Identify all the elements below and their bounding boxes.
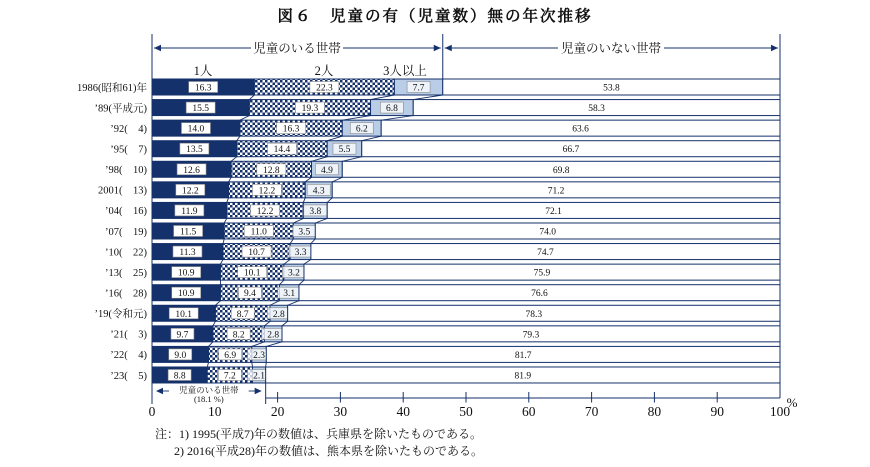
year-label: ’10( 22) — [105, 247, 147, 259]
segment-connector — [284, 260, 290, 265]
axis-tick-label: 90 — [710, 404, 724, 419]
value-label: 10.1 — [243, 268, 261, 279]
segment-connector — [312, 157, 328, 162]
value-label: 63.6 — [572, 124, 589, 135]
value-label: 74.0 — [539, 227, 556, 238]
year-label: ’92( 4) — [110, 123, 147, 135]
arrowhead-icon — [154, 45, 161, 52]
value-label: 2.8 — [267, 330, 280, 341]
value-label: 8.8 — [173, 371, 186, 382]
segment-connector — [237, 136, 240, 141]
segment-connector — [207, 362, 208, 367]
footnote-line: 2) 2016(平成28)年の数値は、熊本県を除いたものである。 — [174, 443, 483, 458]
value-label: 74.7 — [537, 248, 554, 259]
segment-connector — [279, 280, 283, 285]
value-label: 2.3 — [253, 350, 266, 361]
year-label: ’21( 3) — [110, 329, 147, 341]
chart-title: 図６ 児童の有（児童数）無の年次推移 — [277, 8, 593, 25]
segment-connector — [381, 116, 413, 121]
bar-row — [152, 326, 780, 342]
bar-row — [152, 244, 780, 260]
segment-connector — [413, 95, 443, 100]
segment-connector — [264, 321, 270, 326]
value-label: 7.7 — [412, 83, 425, 94]
value-label: 10.1 — [175, 309, 193, 320]
value-label: 2.8 — [272, 309, 285, 320]
value-label: 10.9 — [177, 289, 195, 300]
segment-connector — [213, 321, 216, 326]
axis-tick-label: 40 — [396, 404, 410, 419]
segment-connector — [252, 362, 253, 367]
segment-connector — [342, 157, 361, 162]
segment-connector — [332, 177, 342, 182]
arrowhead-icon — [255, 388, 262, 395]
segment-connector — [223, 239, 224, 244]
year-label: 1986(昭和61)年 — [77, 82, 147, 94]
value-label: 13.5 — [186, 145, 203, 156]
segment-connector — [220, 260, 223, 265]
group-label-with-children: 児童のいる世帯 — [253, 41, 341, 56]
value-label: 12.2 — [256, 206, 274, 217]
value-label: 14.0 — [187, 124, 205, 135]
axis-unit-label: % — [786, 395, 798, 410]
value-label: 81.9 — [514, 371, 532, 382]
value-label: 3.3 — [294, 248, 307, 259]
year-label: ’89(平成元) — [94, 103, 147, 115]
segment-connector — [311, 239, 315, 244]
year-label: ’13( 25) — [105, 267, 147, 279]
segment-connector — [229, 177, 232, 182]
arrowhead-icon — [445, 45, 452, 52]
segment-connector — [290, 239, 293, 244]
bar-row — [152, 346, 780, 362]
value-label: 12.6 — [183, 165, 200, 176]
value-label: 10.9 — [177, 268, 195, 279]
value-label: 3.1 — [283, 289, 296, 300]
value-label: 8.7 — [236, 309, 249, 320]
segment-connector — [240, 116, 249, 121]
value-label: 4.9 — [320, 165, 333, 176]
segment-connector — [371, 95, 395, 100]
axis-tick-label: 60 — [522, 404, 536, 419]
value-label: 12.2 — [181, 186, 199, 197]
bar-row — [152, 79, 780, 95]
segment-connector — [252, 342, 265, 347]
bar-row — [152, 367, 780, 383]
legend-2children: 2人 — [314, 64, 334, 78]
arrowhead-icon — [434, 45, 441, 52]
axis-tick-label: 70 — [584, 404, 599, 419]
arrowhead-icon — [156, 388, 163, 395]
value-label: 11.9 — [181, 206, 198, 217]
value-label: 3.2 — [287, 268, 300, 279]
year-label: ’23( 5) — [110, 370, 147, 382]
year-label: ’95( 7) — [110, 144, 147, 156]
axis-tick-label: 0 — [148, 404, 156, 419]
value-label: 12.8 — [263, 165, 280, 176]
value-label: 8.2 — [232, 330, 245, 341]
value-label: 9.7 — [176, 330, 189, 341]
bar-row — [152, 100, 780, 116]
axis-tick-label: 30 — [333, 404, 348, 419]
footnotes — [155, 426, 483, 459]
segment-connector — [299, 280, 304, 285]
value-label: 4.3 — [312, 186, 325, 197]
segment-connector — [342, 116, 370, 121]
segment-connector — [327, 198, 332, 203]
value-label: 75.9 — [533, 268, 551, 279]
value-label: 22.3 — [316, 83, 333, 94]
value-label: 15.5 — [192, 104, 209, 115]
axis-tick-label: 100 — [769, 404, 791, 419]
axis-tick-label: 50 — [459, 404, 473, 419]
value-label: 14.4 — [273, 145, 291, 156]
bar-row — [152, 141, 780, 157]
bar-row — [152, 223, 780, 239]
value-label: 11.5 — [179, 227, 197, 238]
segment-connector — [270, 301, 279, 306]
legend-1child: 1人 — [193, 64, 213, 78]
bar-row — [152, 202, 780, 218]
value-label: 79.3 — [522, 330, 540, 341]
segment-connector — [362, 136, 381, 141]
segment-connector — [209, 342, 213, 347]
value-label: 11.0 — [250, 227, 267, 238]
year-label: ’07( 19) — [105, 226, 147, 238]
segment-connector — [215, 301, 220, 306]
value-label: 81.7 — [514, 350, 532, 361]
value-label: 6.8 — [385, 104, 398, 115]
value-label: 53.8 — [603, 83, 620, 94]
segment-connector — [227, 198, 229, 203]
value-label: 3.8 — [309, 206, 322, 217]
year-label: 2001( 13) — [98, 185, 147, 197]
year-label: ’19(令和元) — [94, 309, 147, 321]
value-label: 16.3 — [282, 124, 300, 135]
segment-connector — [304, 260, 311, 265]
value-label: 78.3 — [525, 309, 543, 320]
value-label: 76.6 — [531, 289, 548, 300]
segment-connector — [293, 218, 303, 223]
group-label-without-children: 児童のいない世帯 — [560, 41, 662, 56]
value-label: 6.2 — [355, 124, 368, 135]
value-label: 69.8 — [552, 165, 570, 176]
bar-row — [152, 161, 780, 177]
value-label: 6.9 — [224, 350, 237, 361]
arrowhead-icon — [771, 45, 778, 52]
value-label: 2.1 — [253, 371, 266, 382]
year-label: ’04( 16) — [105, 206, 147, 218]
value-label: 9.4 — [244, 289, 256, 300]
value-label: 3.5 — [298, 227, 311, 238]
year-label: ’22( 4) — [110, 350, 147, 362]
segment-connector — [266, 342, 282, 347]
axis-tick-label: 80 — [647, 404, 662, 419]
bar-row — [152, 182, 780, 198]
axis-tick-label: 20 — [270, 404, 285, 419]
value-label: 72.1 — [545, 206, 562, 217]
year-label: ’16( 28) — [105, 288, 147, 300]
year-label: ’98( 10) — [105, 165, 147, 177]
segment-connector — [266, 362, 267, 367]
segment-connector — [282, 321, 288, 326]
value-label: 7.2 — [223, 371, 236, 382]
segment-connector — [305, 177, 311, 182]
axis-tick-label: 10 — [208, 404, 222, 419]
value-label: 19.3 — [301, 104, 319, 115]
value-label: 10.7 — [248, 248, 265, 259]
value-label: 5.5 — [338, 145, 351, 156]
value-label: 71.2 — [547, 186, 565, 197]
value-label: 9.0 — [174, 350, 187, 361]
segment-connector — [327, 136, 342, 141]
segment-connector — [224, 218, 227, 223]
annotation-line1: 児童のいる世帯 — [179, 385, 239, 395]
value-label: 66.7 — [562, 145, 580, 156]
annotation-line2: (18.1 %) — [193, 394, 224, 404]
footnote-line: 注：1) 1995(平成7)年の数値は、兵庫県を除いたものである。 — [155, 427, 482, 441]
segment-connector — [288, 301, 299, 306]
value-label: 11.3 — [179, 248, 196, 259]
segment-connector — [315, 218, 327, 223]
segment-connector — [231, 157, 237, 162]
legend-3plus: 3人以上 — [383, 64, 427, 78]
value-label: 58.3 — [588, 104, 605, 115]
bar-row — [152, 120, 780, 136]
segment-connector — [303, 198, 305, 203]
value-label: 12.2 — [258, 186, 276, 197]
segment-connector — [249, 95, 254, 100]
value-label: 16.3 — [194, 83, 212, 94]
